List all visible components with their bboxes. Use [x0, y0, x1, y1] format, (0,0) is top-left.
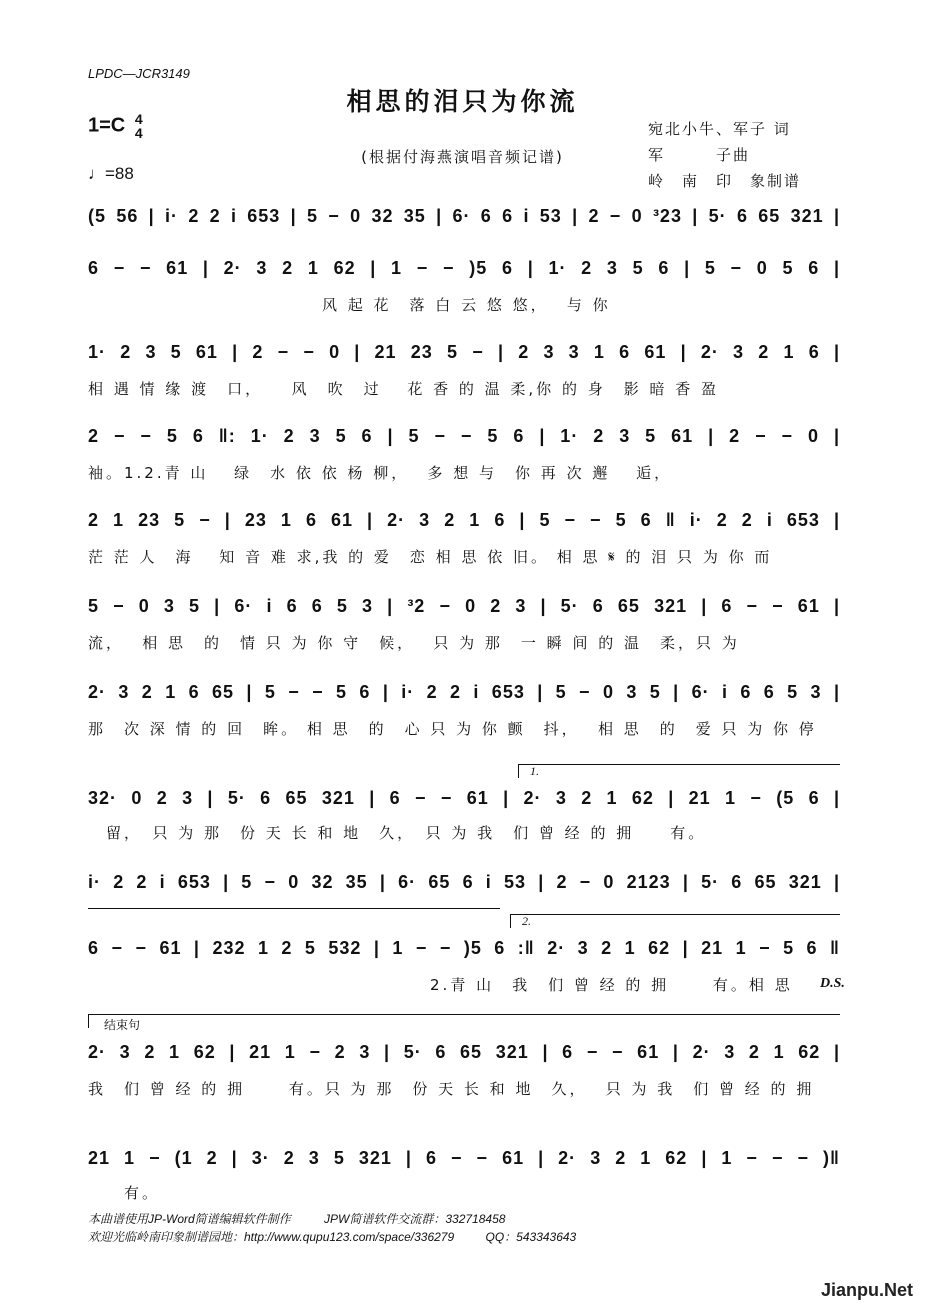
- score-line-4: 2 − − 5 6 ‖: 1· 2 3 5 6 | 5 − − 5 6 | 1· 2 3 5 61 | 2 − − 0 |: [88, 426, 840, 446]
- lyric-line-10: 2.青 山 我 们 曾 经 的 拥 有。相 思: [88, 976, 793, 994]
- footer-line-1: [88, 1210, 505, 1227]
- footer-line-2: [88, 1228, 576, 1245]
- volta-2-bracket: [510, 914, 840, 915]
- footer-website-link[interactable]: 欢迎光临岭南印象制谱园地：http://www.qupu123.com/space/336279: [88, 1230, 455, 1244]
- volta-1-bracket-edge: [518, 764, 519, 778]
- arranger-credit: 岭 南 印 象制谱: [648, 172, 802, 190]
- score-line-6: 5 − 0 3 5 | 6· i 6 6 5 3 | ³2 − 0 2 3 | 5· 6 65 321 | 6 − − 61 |: [88, 596, 840, 616]
- score-line-2: 6 − − 61 | 2· 3 2 1 62 | 1 − − )5 6 | 1· 2 3 5 6 | 5 − 0 5 6 |: [88, 258, 840, 278]
- lyric-line-3: 相 遇 情 缘 渡 口， 风 吹 过 花 香 的 温 柔,你 的 身 影 暗 香 盈: [88, 380, 720, 398]
- lyric-line-11: 我 们 曾 经 的 拥 有。只 为 那 份 天 长 和 地 久， 只 为 我 们 曾 经 的 拥: [88, 1080, 815, 1098]
- key-signature: [88, 112, 143, 140]
- lyric-line-8: 留， 只 为 那 份 天 长 和 地 久， 只 为 我 们 曾 经 的 拥 有。: [88, 824, 707, 842]
- footer-qq: QQ：543343643: [485, 1230, 577, 1244]
- score-line-7: 2· 3 2 1 6 65 | 5 − − 5 6 | i· 2 2 i 653 | 5 − 0 3 5 | 6· i 6 6 5 3 |: [88, 682, 840, 702]
- lyric-line-6: 流， 相 思 的 情 只 为 你 守 候， 只 为 那 一 瞬 间 的 温 柔，只 为: [88, 634, 740, 652]
- tempo-marking: ♩=88: [88, 164, 134, 183]
- key-label: 1=C: [88, 114, 126, 137]
- score-line-10: 6 − − 61 | 232 1 2 5 532 | 1 − − )5 6 :‖ 2· 3 2 1 62 | 21 1 − 5 6 ‖: [88, 938, 840, 958]
- score-line-8: 32· 0 2 3 | 5· 6 65 321 | 6 − − 61 | 2· 3 2 1 62 | 21 1 − (5 6 |: [88, 788, 840, 808]
- composer-credit: 军 子曲: [648, 146, 751, 164]
- coda-bracket: [88, 1014, 840, 1015]
- song-title: 相思的泪只为你流: [346, 87, 579, 116]
- volta-1-label: 1.: [530, 764, 539, 778]
- lyric-line-2: 风 起 花 落 白 云 悠 悠， 与 你: [88, 296, 611, 314]
- volta-2-label: 2.: [522, 914, 531, 928]
- site-watermark: Jianpu.Net: [820, 1280, 913, 1300]
- transcription-note: (根据付海燕演唱音频记谱): [361, 148, 564, 166]
- coda-bracket-edge: [88, 1014, 89, 1028]
- score-line-3: 1· 2 3 5 61 | 2 − − 0 | 21 23 5 − | 2 3 3 1 6 61 | 2· 3 2 1 6 |: [88, 342, 840, 362]
- score-line-5: 2 1 23 5 − | 23 1 6 61 | 2· 3 2 1 6 | 5 − − 5 6 ‖ i· 2 2 i 653 |: [88, 510, 840, 530]
- lyric-line-12: 有。: [88, 1184, 161, 1202]
- time-bottom: 4: [134, 125, 143, 141]
- lyric-line-4: 袖。1.2.青 山 绿 水 依 依 杨 柳， 多 想 与 你 再 次 邂 逅，: [88, 464, 673, 482]
- score-line-12: 21 1 − (1 2 | 3· 2 3 5 321 | 6 − − 61 | 2· 3 2 1 62 | 1 − − − )‖: [88, 1148, 840, 1168]
- score-code: LPDC—JCR3149: [88, 66, 190, 81]
- footer-software-note: 本曲谱使用JP-Word简谱编辑软件制作: [88, 1212, 291, 1226]
- volta-1-bracket: [518, 764, 840, 765]
- lyricist-credit: 宛北小牛、军子 词: [648, 120, 791, 138]
- score-line-9: i· 2 2 i 653 | 5 − 0 32 35 | 6· 65 6 i 53 | 2 − 0 2123 | 5· 6 65 321 |: [88, 872, 840, 892]
- volta-2-bracket-edge: [510, 914, 511, 928]
- score-line-11: 2· 3 2 1 62 | 21 1 − 2 3 | 5· 6 65 321 | 6 − − 61 | 2· 3 2 1 62 |: [88, 1042, 840, 1062]
- lyric-line-5: 茫 茫 人 海 知 音 难 求,我 的 爱 恋 相 思 依 旧。 相 思 𝄋 的 泪 只 为 你 而: [88, 548, 773, 566]
- time-top: 4: [134, 111, 143, 127]
- score-line-1: (5 56 | i· 2 2 i 653 | 5 − 0 32 35 | 6· 6 6 i 53 | 2 − 0 ³23 | 5· 6 65 321 |: [88, 206, 840, 226]
- time-signature: [135, 112, 143, 140]
- section-divider: [88, 908, 500, 909]
- coda-label: 结束句: [104, 1018, 141, 1032]
- lyric-line-7: 那 次 深 情 的 回 眸。 相 思 的 心 只 为 你 颤 抖， 相 思 的 爱 只 为 你 停: [88, 720, 817, 738]
- footer-group-note: JPW简谱软件交流群：332718458: [324, 1212, 506, 1226]
- dal-segno-mark: D.S.: [820, 976, 845, 991]
